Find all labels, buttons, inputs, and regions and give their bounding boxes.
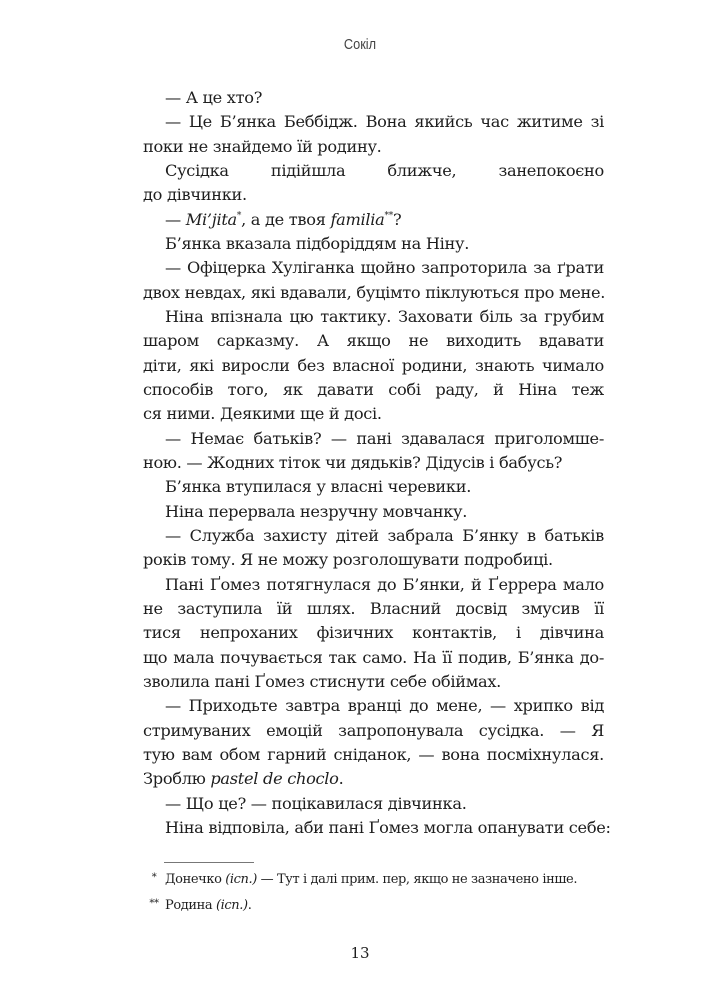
footnote-2 xyxy=(143,898,604,913)
text-segment: не заступила їй шлях. Власний досвід змусив її xyxy=(143,598,604,618)
text-segment: шаром сарказму. А якщо не виходить вдавати xyxy=(143,331,604,351)
text-line xyxy=(143,621,604,645)
text-segment: — А це хто? xyxy=(165,88,263,107)
text-segment: Ніна впізнала цю тактику. Заховати біль за грубим xyxy=(165,306,604,326)
text-segment: — Служба захисту дітей забрала Б’янку в батьків xyxy=(165,525,604,545)
text-line xyxy=(143,524,604,548)
text-segment: тися непроханих фізичних контактів, і дівчина xyxy=(143,623,604,643)
text-line xyxy=(143,475,604,499)
text-line xyxy=(143,670,604,694)
text-line xyxy=(143,597,604,621)
text-segment: — Що це? — поцікавилася дівчинка. xyxy=(165,793,467,813)
text-line xyxy=(143,256,604,280)
text-line xyxy=(143,183,604,207)
italic-text: familia xyxy=(330,209,385,229)
text-segment: що мала почувається так само. На її подив, Б’янка до- xyxy=(143,647,604,667)
footnote-italic: (ісп.) xyxy=(225,872,257,887)
text-line xyxy=(143,816,611,840)
text-line xyxy=(143,110,604,134)
text-line xyxy=(143,232,604,256)
text-segment: до дівчинки. xyxy=(143,185,247,205)
text-line xyxy=(143,281,604,305)
footnote-italic: (ісп.) xyxy=(216,898,248,913)
text-line xyxy=(143,427,604,451)
text-segment: років тому. Я не можу розголошувати подробиці. xyxy=(143,550,553,570)
text-line xyxy=(143,573,604,597)
text-line xyxy=(143,135,604,159)
text-line xyxy=(143,646,604,670)
text-line xyxy=(143,767,604,791)
text-line xyxy=(143,329,604,353)
text-segment: поки не знайдемо їй родину. xyxy=(143,136,382,156)
text-segment: Б’янка втупилася у власні черевики. xyxy=(165,477,472,497)
footnote-mark: ** xyxy=(149,898,159,909)
text-line xyxy=(143,694,604,718)
footnote-ref: * xyxy=(236,210,242,221)
italic-text: pastel de choclo xyxy=(210,769,339,789)
text-line xyxy=(143,159,604,183)
text-line xyxy=(143,86,604,110)
text-line xyxy=(143,402,604,426)
text-segment: — xyxy=(165,209,186,229)
text-segment: — Немає батьків? — пані здавалася приголомше- xyxy=(165,428,604,448)
text-segment: Сусідка підійшла ближче, занепокоєно xyxy=(165,160,604,180)
text-segment: Пані Ґомез потягнулася до Б’янки, й Ґеррера мало xyxy=(165,574,604,594)
footnote-1 xyxy=(143,872,604,887)
text-segment: стримуваних емоцій запропонувала сусідка. — Я xyxy=(143,720,604,740)
text-segment: Зроблю xyxy=(143,769,211,789)
text-segment: ? xyxy=(392,209,402,229)
footnote-divider xyxy=(164,862,254,863)
text-segment: двох невдах, які вдавали, буцімто піклуються про мене. xyxy=(143,282,606,302)
text-segment: , а де твоя xyxy=(241,209,331,229)
text-segment: — Офіцерка Хуліганка щойно запроторила за ґрати xyxy=(165,258,604,278)
text-segment: ся ними. Деякими ще й досі. xyxy=(143,404,382,424)
footnote-ref: ** xyxy=(384,210,393,221)
text-segment: Ніна відповіла, аби пані Ґомез могла опанувати себе: xyxy=(165,817,611,837)
text-line xyxy=(143,792,604,816)
footnote-mark: * xyxy=(151,872,157,883)
footnote-rest: — Тут і далі прим. пер, якщо не зазначено інше. xyxy=(256,872,578,887)
text-segment: — Це Б’янка Беббідж. Вона якийсь час житиме зі xyxy=(165,112,604,132)
text-line xyxy=(143,378,604,402)
text-segment: . xyxy=(338,769,344,789)
text-line xyxy=(143,451,604,475)
text-line xyxy=(143,305,604,329)
text-line xyxy=(143,719,604,743)
text-segment: ною. — Жодних тіток чи дядьків? Дідусів і бабусь? xyxy=(143,452,563,472)
text-line xyxy=(143,500,604,524)
text-line xyxy=(143,354,604,378)
page-number: 13 xyxy=(350,944,370,962)
italic-text: Mi’jita xyxy=(185,209,237,229)
footnote-text: Донечко xyxy=(165,872,226,887)
footnote-rest: . xyxy=(247,898,252,913)
text-segment: зволила пані Ґомез стиснути себе обіймах. xyxy=(143,671,502,691)
running-header: Сокіл xyxy=(343,36,377,53)
text-segment: діти, які виросли без власної родини, знають чимало xyxy=(143,355,604,375)
text-line xyxy=(143,548,604,572)
body-text xyxy=(143,86,611,840)
footnote-text: Родина xyxy=(165,898,216,913)
text-segment: тую вам обом гарний сніданок, — вона посміхнулася. xyxy=(143,744,604,764)
text-line xyxy=(143,743,604,767)
text-segment: Ніна перервала незручну мовчанку. xyxy=(165,501,468,521)
text-segment: способів того, як давати собі раду, й Ніна теж xyxy=(143,379,604,399)
text-segment: — Приходьте завтра вранці до мене, — хрипко від xyxy=(165,696,604,716)
text-segment: Б’янка вказала підборіддям на Ніну. xyxy=(165,233,470,253)
text-line xyxy=(143,208,604,232)
